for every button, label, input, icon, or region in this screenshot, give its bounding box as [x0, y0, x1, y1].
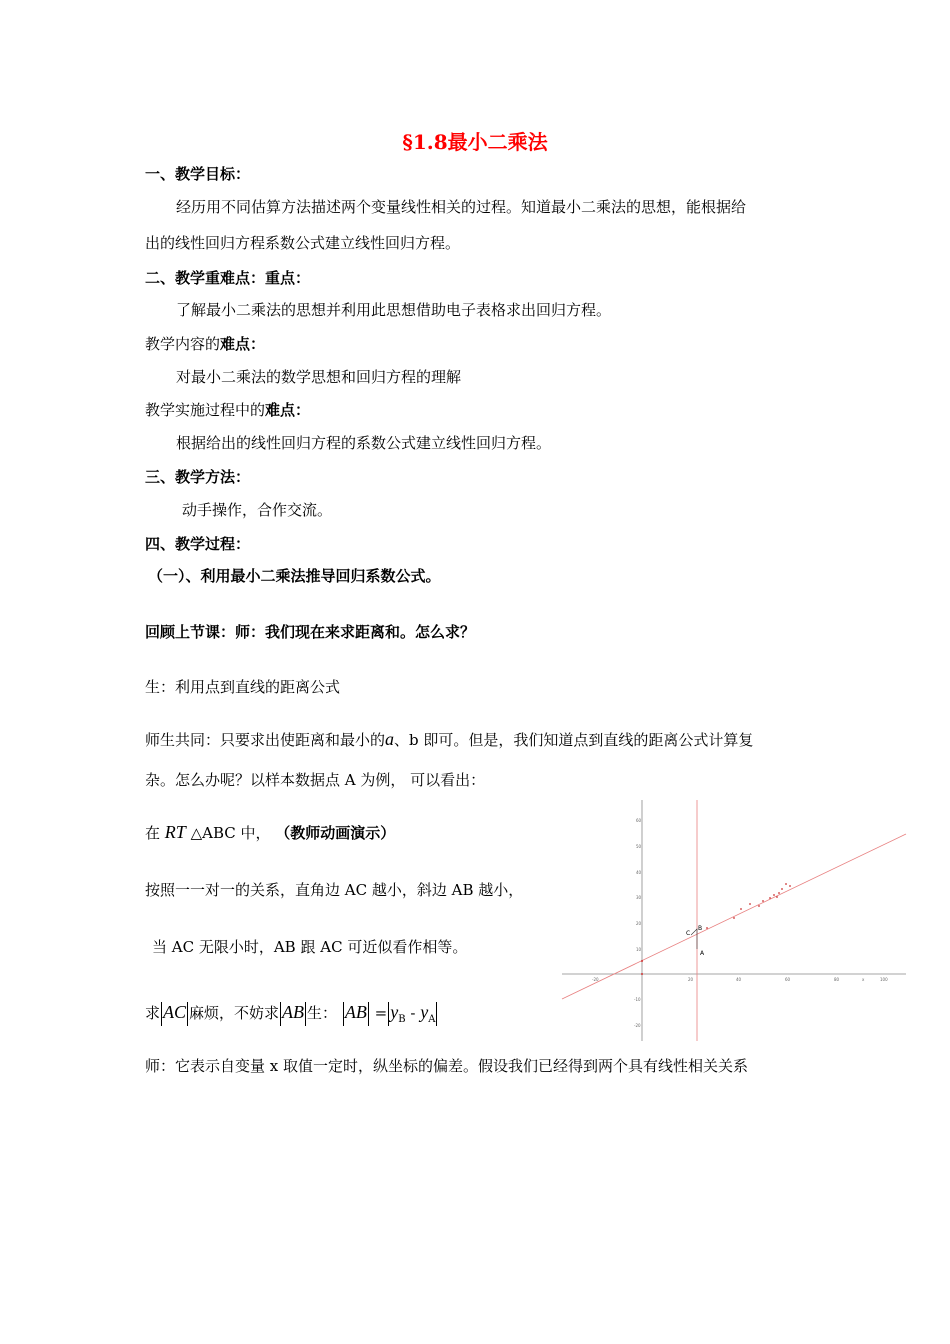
key-point-text: 了解最小二乘法的思想并利用此思想借助电子表格求出回归方程。 — [176, 301, 612, 319]
difficulty-content-text: 对最小二乘法的数学思想和回归方程的理解 — [176, 368, 462, 386]
x-tick-label: 20 — [688, 977, 694, 982]
section-methods-heading: 三、教学方法： — [145, 468, 251, 486]
y-tick-label: -10 — [634, 997, 641, 1002]
difficulty-process-bold: 难点： — [265, 401, 311, 419]
methods-text: 动手操作，合作交流。 — [182, 501, 333, 519]
data-points — [706, 883, 791, 929]
x-tick-label: 80 — [834, 977, 840, 982]
approximation-text: 当 AC 无限小时，AB 跟 AC 可近似看作相等。 — [152, 938, 468, 956]
goals-paragraph-line1: 经历用不同估算方法描述两个变量线性相关的过程。知道最小二乘法的思想，能根据给 — [176, 198, 747, 216]
variable-a: a — [385, 729, 395, 749]
point-c-label: C — [686, 930, 691, 937]
together-line1 — [145, 729, 753, 750]
eq-sign: = — [374, 1004, 388, 1022]
eq-sub-b: B — [398, 1014, 406, 1025]
data-point — [776, 896, 778, 898]
x-tick-label: 60 — [785, 977, 791, 982]
data-point — [758, 905, 760, 907]
section-goals-heading: 一、教学目标： — [145, 165, 251, 183]
formula-line — [145, 999, 438, 1033]
page-title: §1.8最小二乘法 — [402, 130, 548, 154]
data-point — [781, 888, 783, 890]
abs-ab: AB — [282, 1002, 305, 1022]
teacher-explanation: 师：它表示自变量 x 取值一定时，纵坐标的偏差。假设我们已经得到两个具有线性相关关系 — [145, 1057, 748, 1075]
data-point — [778, 892, 780, 894]
difficulty-content-label — [145, 334, 265, 354]
difficulty-process-prefix: 教学实施过程中的 — [145, 401, 266, 419]
rt-symbol: RT — [164, 822, 186, 842]
student-prefix: 生： — [307, 1004, 338, 1022]
triangle-prefix: 在 — [145, 824, 161, 842]
y-tick-label: -20 — [634, 1023, 641, 1028]
data-point — [762, 900, 764, 902]
point-a-label: A — [700, 950, 705, 957]
y-tick-label: 60 — [636, 818, 642, 823]
x-tick-label: 40 — [736, 977, 742, 982]
eq-minus: - — [410, 1004, 416, 1022]
review-question: 回顾上节课：师：我们现在来求距离和。怎么求？ — [145, 623, 476, 641]
together-line2: 杂。怎么办呢？以样本数据点 A 为例， 可以看出： — [145, 771, 486, 789]
data-point — [740, 908, 742, 910]
ask-middle: 麻烦，不妨求 — [189, 1004, 280, 1022]
relation-text: 按照一一对一的关系，直角边 AC 越小，斜边 AB 越小， — [145, 881, 524, 899]
data-point — [769, 897, 771, 899]
data-point — [706, 927, 708, 929]
y-tick-label: 40 — [636, 870, 642, 875]
difficulty-process-text: 根据给出的线性回归方程的系数公式建立线性回归方程。 — [176, 434, 552, 452]
goals-paragraph-line2: 出的线性回归方程系数公式建立线性回归方程。 — [145, 234, 461, 252]
difficulty-process-label — [145, 400, 310, 420]
y-tick-label: 20 — [636, 921, 642, 926]
triangle-text: △ABC 中， — [190, 824, 271, 842]
eq-ya: y — [420, 1002, 429, 1022]
difficulty-content-bold: 难点： — [220, 335, 266, 353]
x-tick-label: -20 — [592, 977, 599, 982]
together-text-a: 师生共同：只要求出使距离和最小的 — [145, 731, 386, 749]
data-point — [773, 894, 775, 896]
triangle-line — [145, 822, 395, 843]
regression-graph — [560, 798, 910, 1043]
section-process-heading: 四、教学过程： — [145, 535, 251, 553]
abs-ac: AC — [163, 1002, 187, 1022]
triangle-abc — [691, 929, 697, 949]
together-text-b: 、b 即可。但是，我们知道点到直线的距离公式计算复 — [394, 731, 754, 749]
teacher-animation-note: （教师动画演示） — [275, 824, 396, 842]
eq-ab: AB — [344, 1002, 367, 1022]
section-key-points-heading: 二、教学重难点：重点： — [145, 269, 311, 287]
origin-point — [641, 973, 643, 975]
data-point — [785, 883, 787, 885]
y-tick-label: 10 — [636, 947, 642, 952]
y-tick-label: 50 — [636, 844, 642, 849]
data-point — [749, 903, 751, 905]
data-point — [789, 885, 791, 887]
intercept-point — [641, 960, 643, 962]
x-tick-label: 100 — [880, 977, 888, 982]
eq-sub-a: A — [428, 1014, 436, 1025]
student-answer: 生：利用点到直线的距离公式 — [145, 678, 341, 696]
process-subheading: （一）、利用最小二乘法推导回归系数公式。 — [148, 567, 441, 585]
point-b-label: B — [698, 925, 703, 932]
data-point — [733, 917, 735, 919]
x-axis-label: x — [862, 977, 865, 982]
difficulty-content-prefix: 教学内容的 — [145, 335, 221, 353]
ask-prefix: 求 — [145, 1004, 161, 1022]
eq-yb: y — [390, 1002, 399, 1022]
y-tick-label: 30 — [636, 895, 642, 900]
